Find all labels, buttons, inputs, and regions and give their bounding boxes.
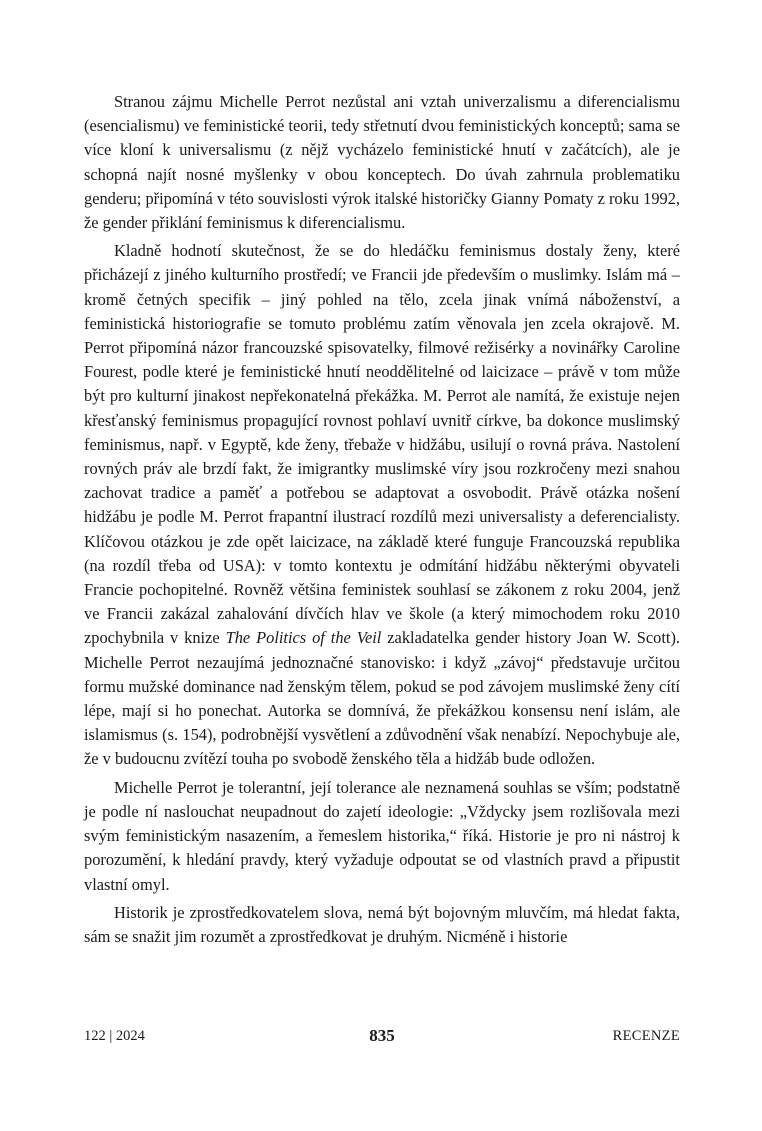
paragraph-4: Historik je zprostředkovatelem slova, nemá být bojovným mluvčím, má hledat fakta, sám se snažit jim rozumět a zprostředkovat je druhým. Nicméně i historie [84, 902, 680, 946]
issue-label: 122 | 2024 [84, 1028, 145, 1044]
book-title: The Politics of the Veil [225, 628, 382, 648]
section-label: RECENZE [612, 1028, 680, 1044]
paragraph-2-text-after: zakladatelka gender history Joan W. Scott). Michelle Perrot nezaujímá jednoznačné stanovisko: i když „závoj“ představuje určitou formu mužské dominance nad ženským tělem, pokud se pod závojem muslimské ženy cítí lépe, mají si ho ponechat. Autorka se domnívá, že překážkou konsensu není islám, ale islamismus (s. 154), podrobnější vysvětlení a zdůvodnění však nenabízí. Nepochybuje ale, že v budoucnu zvítězí touha po svobodě ženského těla a hidžáb bude odložen. [84, 628, 681, 769]
paragraph-2-text-before: Kladně hodnotí skutečnost, že se do hledáčku feminismus dostaly ženy, které přicházejí z jiného kulturního prostředí; ve Francii jde především o muslimky. Islám má – kromě četných specifik – jiný pohled na tělo, zcela jinak vnímá náboženství, a feministická historiografie se tomuto problému zatím věnovala jen zcela okrajově. M. Perrot připomíná názor francouzské spisovatelky, filmové režisérky a novinářky Caroline Fourest, podle které je feministické hnutí neoddělitelné od laicizace – právě v tom může být pro kulturní jinakost nepřekonatelná překážka. M. Perrot ale namítá, že existuje nejen křesťanský feminismus propagující rovnost pohlaví uvnitř církve, ba dokonce muslimský feminismus, např. v Egyptě, kde ženy, třebaže v hidžábu, usilují o rovná práva. Nastolení rovných práv ale brzdí fakt, že imigrantky muslimské víry jsou rozkročeny mezi snahou zachovat tradice a paměť a potřebou se adaptovat a osvobodit. Právě otázka nošení hidžábu je podle M. Perrot frapantní ilustrací rozdílů mezi universalisty a deferencialisty. Klíčovou otázkou je zde opět laicizace, na základě které funguje Francouzská republika (na rozdíl třeba od USA): v tomto kontextu je odmítání hidžábu některými obyvateli Francie pochopitelné. Rovněž většina feministek souhlasí se zákonem z roku 2004, jenž ve Francii zakázal zahalování dívčích hlav ve škole (a který mimochodem roku 2010 zpochybnila v knize [84, 241, 680, 648]
page-number: 835 [369, 1026, 395, 1045]
article-body [84, 90, 680, 949]
paragraph-2 [84, 239, 680, 771]
paragraph-1: Stranou zájmu Michelle Perrot nezůstal ani vztah univerzalismu a diferencialismu (esencialismu) ve feministické teorii, tedy střetnutí dvou feministických konceptů; sama se více kloní k universalismu (z nějž vycházelo feministické hnutí v začátcích), ale je schopná najít nosné myšlenky v obou konceptech. Do úvah zahrnula problematiku genderu; připomíná v této souvislosti výrok italské historičky Gianny Pomaty z roku 1992, že gender přiklání feminismus k diferencialismu. [84, 92, 680, 233]
page-footer [84, 1026, 680, 1048]
paragraph-3: Michelle Perrot je tolerantní, její tolerance ale neznamená souhlas se vším; podstatně je podle ní naslouchat neupadnout do zajetí ideologie: „Vždycky jsem rozlišovala mezi svým feministickým nasazením, a řemeslem historika,“ říká. Historie je pro ni nástroj k porozumění, k hledání pravdy, který vyžaduje odpoutat se od vlastních pravd a připustit vlastní omyl. [84, 777, 680, 894]
